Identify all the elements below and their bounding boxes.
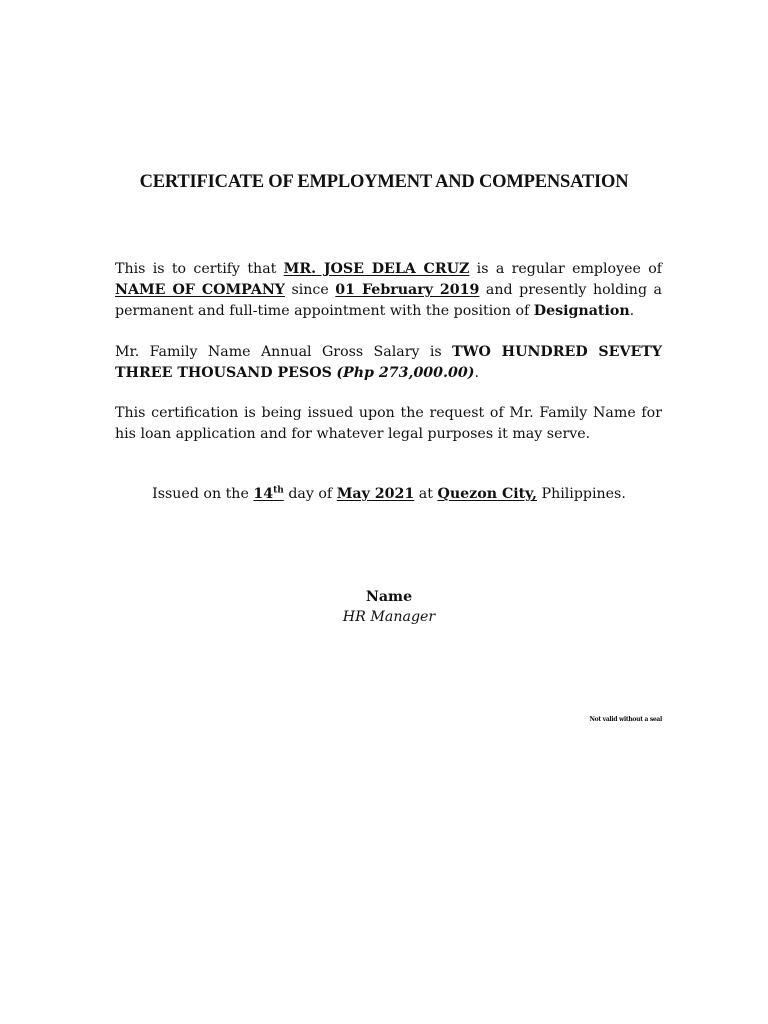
text-segment: This is to certify that <box>115 261 284 277</box>
issued-month-year: May 2021 <box>336 486 415 502</box>
issued-line <box>0 484 768 504</box>
issued-day-number: 14 <box>253 486 274 502</box>
purpose-paragraph: This certification is being issued upon the request of Mr. Family Name for his loan application and for whatever legal purposes it may serve. <box>115 405 662 442</box>
employment-paragraph <box>115 259 662 321</box>
company-name: NAME OF COMPANY <box>115 281 285 298</box>
text-segment: day of <box>283 486 337 502</box>
designation: Designation <box>533 302 630 319</box>
text-segment: . <box>474 364 479 381</box>
text-segment: and presently holding a permanent and full-time appointment with the position of <box>115 281 663 319</box>
issued-day-suffix: th <box>273 485 284 496</box>
document-title: CERTIFICATE OF EMPLOYMENT AND COMPENSATION <box>139 172 629 192</box>
salary-amount: (Php 273,000.00) <box>336 364 475 381</box>
text-segment: Philippines. <box>537 486 626 502</box>
employee-name: MR. JOSE DELA CRUZ <box>283 261 470 277</box>
issued-day <box>253 486 283 502</box>
text-segment: is a regular employee of <box>469 261 662 277</box>
text-segment: Issued on the <box>152 486 254 502</box>
compensation-paragraph <box>115 342 662 384</box>
text-segment: . <box>629 302 635 319</box>
issued-city: Quezon City, <box>437 486 538 502</box>
text-segment: Mr. Family Name Annual Gross Salary is <box>115 344 453 360</box>
seal-note: Not valid without a seal <box>589 716 662 723</box>
text-segment: since <box>284 281 336 298</box>
salary-in-words: TWO HUNDRED SEVETY THREE THOUSAND PESOS <box>115 344 662 381</box>
signatory-name: Name <box>365 589 413 605</box>
text-segment: at <box>414 486 438 502</box>
signatory-position: HR Manager <box>342 609 436 625</box>
start-date: 01 February 2019 <box>335 281 480 298</box>
